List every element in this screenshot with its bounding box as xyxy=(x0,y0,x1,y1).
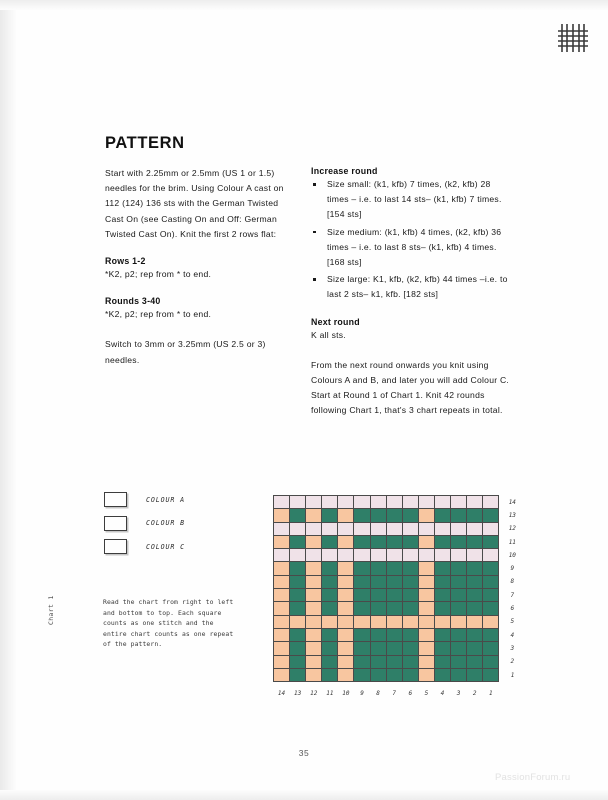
chart-cell-b xyxy=(306,535,322,548)
chart-cell-a xyxy=(370,562,386,575)
chart-cell-a xyxy=(434,602,450,615)
chart-cell-a xyxy=(354,602,370,615)
chart-cell-c xyxy=(370,496,386,509)
chart-cell-c xyxy=(306,549,322,562)
chart-column-label: 3 xyxy=(456,690,461,698)
page-number: 35 xyxy=(298,748,310,758)
chart-cell-c xyxy=(338,496,354,509)
chart-row-label: 14 xyxy=(508,498,516,506)
chart-row-label: 10 xyxy=(508,551,516,559)
chart-cell-a xyxy=(370,535,386,548)
chart-cell-a xyxy=(451,575,467,588)
chart-row xyxy=(274,522,521,535)
chart-column-label: 13 xyxy=(294,690,302,698)
chart-row xyxy=(274,562,521,575)
chart-column-label-row xyxy=(274,682,521,702)
chart-cell-b xyxy=(338,615,354,628)
chart-cell-a xyxy=(451,655,467,668)
chart-cell-a xyxy=(467,628,483,641)
chart-cell-b xyxy=(274,642,290,655)
chart-cell-a xyxy=(322,535,338,548)
chart-cell-a xyxy=(290,575,306,588)
chart-row-label: 6 xyxy=(510,605,515,613)
chart-row-label: 8 xyxy=(510,578,515,586)
chart-cell-a xyxy=(386,589,402,602)
chart-cell-b xyxy=(338,575,354,588)
chart-cell-b xyxy=(338,562,354,575)
chart-row xyxy=(274,549,521,562)
chart-cell-c xyxy=(402,496,418,509)
chart-cell-b xyxy=(274,509,290,522)
chart-cell-a xyxy=(354,655,370,668)
chart-cell-a xyxy=(434,509,450,522)
bullet-text: Size small: (k1, kfb) 7 times, (k2, kfb) 28 times – i.e. to last 14 sts– (k1, kfb) 7 times. [154 sts] xyxy=(327,179,502,220)
chart-cell-b xyxy=(274,655,290,668)
chart-cell-a xyxy=(434,589,450,602)
chart-cell-b xyxy=(418,655,434,668)
chart-cell-c xyxy=(354,549,370,562)
chart-cell-a xyxy=(483,535,499,548)
list-item xyxy=(311,177,511,223)
chart-row-label: 11 xyxy=(508,538,516,546)
chart-column-label: 11 xyxy=(326,690,334,698)
chart-cell-b xyxy=(274,628,290,641)
chart-cell-c xyxy=(322,522,338,535)
chart-cell-c xyxy=(386,549,402,562)
chart-row xyxy=(274,642,521,655)
chart-cell-a xyxy=(451,668,467,681)
chart-cell-a xyxy=(467,642,483,655)
chart-cell-b xyxy=(418,589,434,602)
chart-cell-a xyxy=(402,628,418,641)
chart-cell-c xyxy=(483,522,499,535)
colour-a-swatch-icon xyxy=(104,492,127,507)
chart-cell-c xyxy=(483,549,499,562)
chart-cell-a xyxy=(451,562,467,575)
legend-item-colour-a xyxy=(104,492,185,507)
chart-cell-a xyxy=(322,668,338,681)
chart-cell-a xyxy=(434,562,450,575)
chart-cell-b xyxy=(483,615,499,628)
chart-cell-b xyxy=(274,562,290,575)
chart-cell-a xyxy=(467,575,483,588)
chart-cell-c xyxy=(274,496,290,509)
chart-cell-b xyxy=(402,615,418,628)
colour-b-swatch-icon xyxy=(104,516,127,531)
chart-cell-b xyxy=(338,589,354,602)
chart-column-label: 14 xyxy=(277,690,286,698)
chart-cell-a xyxy=(386,602,402,615)
chart-column-label: 10 xyxy=(342,690,350,698)
chart-cell-a xyxy=(386,575,402,588)
chart-cell-a xyxy=(451,535,467,548)
list-item xyxy=(311,272,511,302)
chart-cell-c xyxy=(386,496,402,509)
next-round-heading: Next round xyxy=(311,316,360,327)
chart-cell-b xyxy=(306,668,322,681)
chart-cell-a xyxy=(290,668,306,681)
chart-cell-c xyxy=(434,549,450,562)
increase-round-heading: Increase round xyxy=(311,166,378,176)
chart-cell-c xyxy=(322,496,338,509)
chart-cell-b xyxy=(338,668,354,681)
chart-cell-a xyxy=(354,535,370,548)
chart-cell-b xyxy=(418,562,434,575)
chart-cell-c xyxy=(451,522,467,535)
bullet-text: Size large: K1, kfb, (k2, kfb) 44 times –i.e. to last 2 sts– k1, kfb. [182 sts] xyxy=(327,274,508,300)
chart-row-label: 5 xyxy=(510,618,515,626)
chart-cell-b xyxy=(306,642,322,655)
page-edge-shading-left xyxy=(0,0,16,800)
chart-cell-b xyxy=(338,655,354,668)
bullet-dot-icon xyxy=(313,231,316,234)
chart-cell-a xyxy=(290,509,306,522)
chart-cell-a xyxy=(434,668,450,681)
chart-row xyxy=(274,628,521,641)
chart-column-label: 8 xyxy=(376,690,380,698)
chart-cell-a xyxy=(386,655,402,668)
chart-cell-b xyxy=(274,615,290,628)
chart-cell-a xyxy=(402,562,418,575)
chart-cell-a xyxy=(402,642,418,655)
colour-sequence-note: From the next round onwards you knit using Colours A and B, and later you will add Colour C. Start at Round 1 of Chart 1. Knit 42 rounds following Chart 1, that's 3 chart repeats in total. xyxy=(311,359,510,416)
page-edge-shading-top xyxy=(0,0,608,10)
chart-cell-c xyxy=(354,496,370,509)
chart-cell-c xyxy=(274,549,290,562)
chart-cell-a xyxy=(386,535,402,548)
chart-cell-b xyxy=(418,668,434,681)
chart-cell-a xyxy=(434,655,450,668)
chart-cell-a xyxy=(467,509,483,522)
chart-cell-b xyxy=(338,628,354,641)
chart-cell-b xyxy=(338,535,354,548)
chart-cell-c xyxy=(451,549,467,562)
chart-column-label: 12 xyxy=(310,690,318,698)
chart-cell-a xyxy=(483,589,499,602)
chart-cell-a xyxy=(402,535,418,548)
chart-cell-a xyxy=(467,562,483,575)
left-text-column xyxy=(105,166,295,368)
chart-cell-b xyxy=(306,615,322,628)
chart-row xyxy=(274,575,521,588)
chart-row-label: 4 xyxy=(510,631,515,639)
colour-c-swatch-icon xyxy=(104,539,127,554)
chart-cell-b xyxy=(306,589,322,602)
chart-cell-b xyxy=(386,615,402,628)
increase-round-bullet-list xyxy=(311,177,511,303)
chart-cell-b xyxy=(418,642,434,655)
chart-cell-a xyxy=(370,575,386,588)
chart-cell-a xyxy=(370,628,386,641)
chart-vertical-label: Chart 1 xyxy=(47,595,55,625)
page-title: PATTERN xyxy=(105,134,185,152)
chart-cell-c xyxy=(322,549,338,562)
chart-cell-a xyxy=(370,589,386,602)
chart-cell-a xyxy=(370,602,386,615)
woven-grid-logo-icon xyxy=(556,22,590,54)
spacer xyxy=(311,343,511,358)
chart-legend xyxy=(104,492,185,563)
list-item xyxy=(311,225,511,271)
chart-cell-a xyxy=(370,642,386,655)
chart-reading-note: Read the chart from right to left and bottom to top. Each square counts as one stitch and the entire chart counts as one repeat of the pattern. xyxy=(103,598,234,649)
chart-cell-a xyxy=(386,509,402,522)
legend-item-colour-b xyxy=(104,516,185,531)
knitting-chart xyxy=(273,495,521,701)
chart-cell-a xyxy=(386,628,402,641)
chart-cell-a xyxy=(354,509,370,522)
chart-cell-a xyxy=(322,602,338,615)
chart-cell-c xyxy=(290,496,306,509)
chart-cell-a xyxy=(386,642,402,655)
chart-cell-b xyxy=(306,509,322,522)
chart-cell-a xyxy=(354,628,370,641)
chart-cell-a xyxy=(322,509,338,522)
chart-row xyxy=(274,496,521,509)
chart-column-label: 4 xyxy=(440,690,445,698)
chart-cell-b xyxy=(418,628,434,641)
chart-cell-a xyxy=(451,509,467,522)
bullet-dot-icon xyxy=(313,183,316,186)
chart-row xyxy=(274,535,521,548)
chart-column-label: 7 xyxy=(392,690,397,698)
chart-cell-b xyxy=(418,615,434,628)
chart-cell-b xyxy=(274,589,290,602)
chart-row xyxy=(274,615,521,628)
chart-cell-a xyxy=(354,589,370,602)
chart-cell-a xyxy=(370,655,386,668)
chart-cell-b xyxy=(306,602,322,615)
chart-cell-a xyxy=(402,668,418,681)
chart-cell-a xyxy=(434,642,450,655)
chart-cell-a xyxy=(290,589,306,602)
chart-cell-a xyxy=(322,562,338,575)
chart-cell-c xyxy=(370,549,386,562)
chart-cell-b xyxy=(306,562,322,575)
chart-cell-a xyxy=(483,655,499,668)
chart-cell-c xyxy=(418,496,434,509)
chart-row-label: 13 xyxy=(508,511,516,519)
chart-cell-b xyxy=(418,509,434,522)
chart-row-label: 7 xyxy=(510,591,515,599)
chart-cell-c xyxy=(306,522,322,535)
chart-cell-c xyxy=(290,522,306,535)
chart-cell-a xyxy=(290,655,306,668)
chart-cell-c xyxy=(434,522,450,535)
chart-cell-b xyxy=(306,655,322,668)
chart-cell-b xyxy=(418,602,434,615)
legend-item-colour-c xyxy=(104,539,185,554)
chart-cell-a xyxy=(483,602,499,615)
chart-cell-a xyxy=(386,562,402,575)
chart-cell-c xyxy=(370,522,386,535)
chart-cell-a xyxy=(322,655,338,668)
chart-row-label: 12 xyxy=(508,525,516,533)
chart-row xyxy=(274,589,521,602)
chart-cell-a xyxy=(322,589,338,602)
chart-cell-a xyxy=(386,668,402,681)
chart-column-label: 9 xyxy=(360,690,364,698)
legend-label: COLOUR C xyxy=(146,542,185,551)
chart-grid-body xyxy=(274,496,521,702)
chart-column-label: 2 xyxy=(472,690,477,698)
chart-cell-c xyxy=(402,549,418,562)
chart-cell-b xyxy=(274,668,290,681)
chart-cell-c xyxy=(402,522,418,535)
chart-cell-c xyxy=(338,522,354,535)
legend-label: COLOUR A xyxy=(146,495,185,504)
chart-column-label: 5 xyxy=(424,690,429,698)
page-edge-shading-bottom xyxy=(0,790,608,800)
chart-row-label: 2 xyxy=(510,658,515,666)
chart-cell-b xyxy=(338,509,354,522)
chart-cell-b xyxy=(451,615,467,628)
chart-cell-b xyxy=(354,615,370,628)
chart-cell-b xyxy=(274,535,290,548)
chart-row-label: 3 xyxy=(510,644,515,652)
rounds-3-40-body: *K2, p2; rep from * to end. xyxy=(105,309,212,320)
chart-cell-b xyxy=(274,575,290,588)
chart-cell-a xyxy=(483,562,499,575)
chart-cell-b xyxy=(306,628,322,641)
chart-cell-a xyxy=(434,628,450,641)
rounds-3-40-heading: Rounds 3-40 xyxy=(105,296,161,307)
chart-cell-a xyxy=(290,642,306,655)
chart-cell-c xyxy=(434,496,450,509)
chart-cell-a xyxy=(451,602,467,615)
chart-cell-b xyxy=(370,615,386,628)
chart-cell-c xyxy=(418,549,434,562)
chart-row xyxy=(274,668,521,681)
chart-column-label: 1 xyxy=(488,690,493,698)
chart-cell-c xyxy=(418,522,434,535)
bullet-text: Size medium: (k1, kfb) 4 times, (k2, kfb) 36 times – i.e. to last 8 sts– (k1, kfb) 4 times. [168 sts] xyxy=(327,226,502,268)
chart-cell-c xyxy=(306,496,322,509)
chart-cell-c xyxy=(386,522,402,535)
chart-cell-a xyxy=(322,642,338,655)
chart-cell-a xyxy=(483,668,499,681)
chart-row-label: 9 xyxy=(510,565,515,573)
rows-1-2-body: *K2, p2; rep from * to end. xyxy=(105,269,212,280)
next-round-body: K all sts. xyxy=(311,329,346,340)
chart-cell-a xyxy=(354,562,370,575)
chart-cell-a xyxy=(451,642,467,655)
chart-cell-b xyxy=(338,602,354,615)
chart-cell-a xyxy=(467,589,483,602)
chart-cell-a xyxy=(370,509,386,522)
chart-cell-a xyxy=(402,602,418,615)
chart-cell-b xyxy=(274,602,290,615)
right-text-column xyxy=(311,166,511,419)
intro-paragraph: Start with 2.25mm or 2.5mm (US 1 or 1.5) needles for the brim. Using Colour A cast on 112 (124) 136 sts with the German Twisted Cast On (see Casting On and Off: German Twisted Cast On). Knit the first 2 rows flat: xyxy=(105,168,284,239)
chart-corner-spacer xyxy=(499,682,521,702)
chart-cell-a xyxy=(370,668,386,681)
chart-row-label: 1 xyxy=(510,671,515,679)
chart-cell-c xyxy=(354,522,370,535)
chart-cell-a xyxy=(322,628,338,641)
chart-cell-a xyxy=(483,642,499,655)
chart-cell-a xyxy=(483,628,499,641)
chart-cell-b xyxy=(290,615,306,628)
rows-1-2-heading: Rows 1-2 xyxy=(105,256,146,267)
chart-cell-c xyxy=(290,549,306,562)
chart-cell-b xyxy=(306,575,322,588)
chart-column-label: 6 xyxy=(408,690,413,698)
chart-cell-b xyxy=(467,615,483,628)
chart-cell-c xyxy=(451,496,467,509)
chart-cell-a xyxy=(402,655,418,668)
chart-cell-a xyxy=(434,575,450,588)
chart-cell-a xyxy=(467,668,483,681)
chart-cell-a xyxy=(290,535,306,548)
chart-row xyxy=(274,509,521,522)
chart-cell-a xyxy=(467,655,483,668)
chart-cell-c xyxy=(467,496,483,509)
chart-cell-a xyxy=(467,535,483,548)
chart-cell-c xyxy=(338,549,354,562)
chart-cell-b xyxy=(338,642,354,655)
chart-grid xyxy=(273,495,521,701)
chart-cell-c xyxy=(274,522,290,535)
chart-cell-a xyxy=(322,575,338,588)
chart-cell-b xyxy=(434,615,450,628)
bullet-dot-icon xyxy=(313,278,316,281)
chart-cell-a xyxy=(354,575,370,588)
chart-cell-a xyxy=(402,589,418,602)
chart-cell-a xyxy=(451,628,467,641)
chart-row xyxy=(274,602,521,615)
legend-label: COLOUR B xyxy=(146,519,185,527)
chart-cell-a xyxy=(354,642,370,655)
chart-row xyxy=(274,655,521,668)
spacer xyxy=(105,322,295,337)
chart-cell-b xyxy=(322,615,338,628)
chart-cell-a xyxy=(451,589,467,602)
watermark: PassionForum.ru xyxy=(495,772,571,783)
chart-cell-b xyxy=(418,535,434,548)
chart-cell-a xyxy=(402,575,418,588)
chart-cell-a xyxy=(290,602,306,615)
chart-cell-a xyxy=(483,509,499,522)
chart-cell-c xyxy=(467,549,483,562)
chart-cell-a xyxy=(402,509,418,522)
chart-cell-c xyxy=(483,496,499,509)
chart-cell-a xyxy=(290,628,306,641)
chart-cell-a xyxy=(290,562,306,575)
chart-cell-b xyxy=(418,575,434,588)
chart-cell-a xyxy=(354,668,370,681)
switch-needles-note: Switch to 3mm or 3.25mm (US 2.5 or 3) needles. xyxy=(105,339,266,365)
chart-cell-a xyxy=(483,575,499,588)
chart-cell-c xyxy=(467,522,483,535)
chart-cell-a xyxy=(434,535,450,548)
chart-cell-a xyxy=(467,602,483,615)
